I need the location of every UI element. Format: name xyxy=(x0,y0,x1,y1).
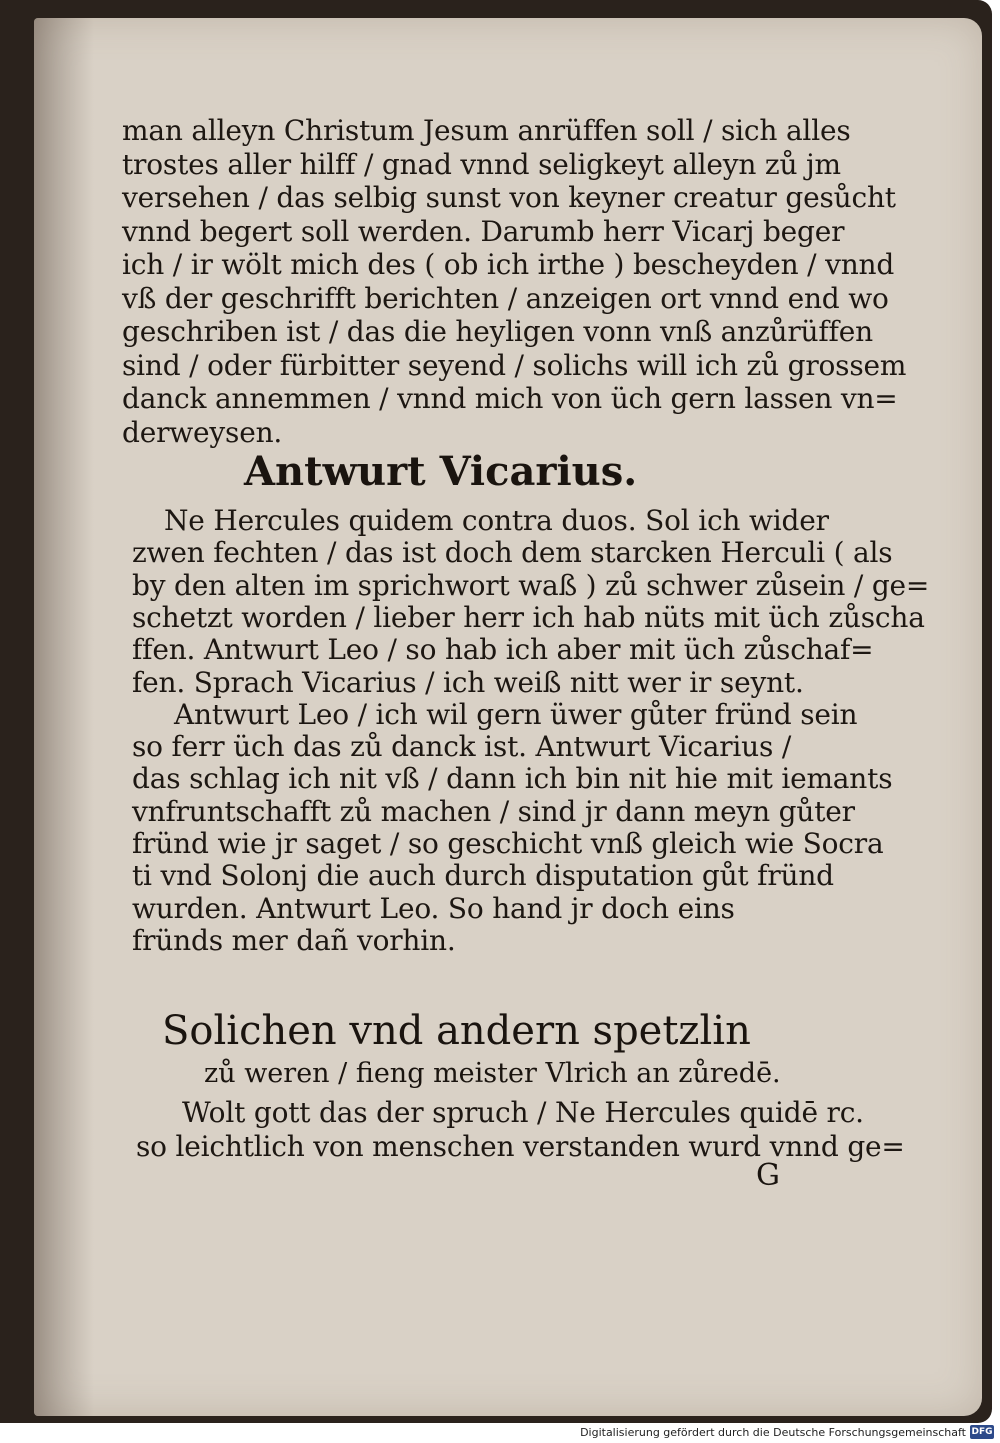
text-line: by den alten im sprichwort waß ) zů schwer zůsein / ge= xyxy=(132,568,930,602)
text-line: derweysen. xyxy=(122,415,283,449)
dfg-logo-icon: DFG xyxy=(971,1427,993,1437)
dfg-credit-text: Digitalisierung gefördert durch die Deutsche Forschungsgemeinschaft xyxy=(580,1426,966,1439)
text-line: so leichtlich von menschen verstanden wurd vnnd ge= xyxy=(136,1130,905,1163)
text-line: Wolt gott das der spruch / Ne Hercules quidē rc. xyxy=(182,1096,864,1129)
text-line: vnnd begert soll werden. Darumb herr Vicarj beger xyxy=(122,214,845,248)
footer-bar xyxy=(0,1423,1000,1443)
text-line: Ne Hercules quidem contra duos. Sol ich wider xyxy=(164,504,829,537)
text-line: ffen. Antwurt Leo / so hab ich aber mit üch zůschaf= xyxy=(132,633,874,667)
text-line: zwen fechten / das ist doch dem starcken Herculi ( als xyxy=(132,536,893,570)
text-line: sind / oder fürbitter seyend / solichs will ich zů grossem xyxy=(122,348,907,382)
text-line: geschriben ist / das die heyligen vonn vnß anzůrüffen xyxy=(122,315,873,348)
text-line: das schlag ich nit vß / dann ich bin nit hie mit iemants xyxy=(132,762,893,796)
text-line: trostes aller hilff / gnad vnnd seligkeyt alleyn zů jm xyxy=(122,147,841,181)
signature-mark: G xyxy=(756,1158,780,1193)
text-line: so ferr üch das zů danck ist. Antwurt Vicarius / xyxy=(132,730,792,764)
text-line: versehen / das selbig sunst von keyner creatur gesůcht xyxy=(122,181,896,214)
text-line: Antwurt Leo / ich wil gern üwer gůter fründ sein xyxy=(174,697,858,731)
text-line: fen. Sprach Vicarius / ich weiß nitt wer ir seynt. xyxy=(132,665,804,699)
heading-solichen: Solichen vnd andern spetzlin xyxy=(162,1008,751,1054)
text-line: danck annemmen / vnnd mich von üch gern lassen vn= xyxy=(122,382,898,415)
text-line: ich / ir wölt mich des ( ob ich irthe ) bescheyden / vnnd xyxy=(122,248,895,281)
text-line: ti vnd Solonj die auch durch disputation gůt fründ xyxy=(132,859,834,893)
text-line: vß der geschrifft berichten / anzeigen ort vnnd end wo xyxy=(122,281,889,315)
text-line: wurden. Antwurt Leo. So hand jr doch eins xyxy=(132,891,735,925)
text-line: fründ wie jr saget / so geschicht vnß gleich wie Socra xyxy=(132,827,884,860)
text-line: vnfruntschafft zů machen / sind jr dann meyn gůter xyxy=(132,794,855,828)
text-line: man alleyn Christum Jesum anrüffen soll / sich alles xyxy=(122,114,851,147)
heading-subline: zů weren / fieng meister Vlrich an zůredē. xyxy=(204,1058,781,1089)
heading-antwurt-vicarius: Antwurt Vicarius. xyxy=(244,448,638,495)
book-page xyxy=(34,18,982,1416)
text-line: fründs mer dañ vorhin. xyxy=(132,923,456,957)
text-line: schetzt worden / lieber herr ich hab nüts mit üch zůscha xyxy=(132,600,925,634)
